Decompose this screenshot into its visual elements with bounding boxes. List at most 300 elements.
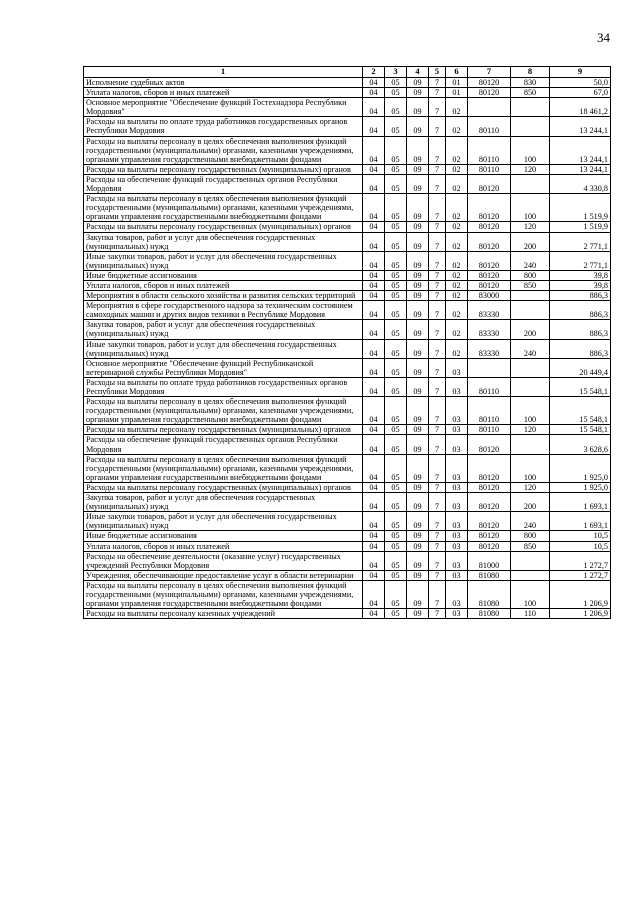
program-code: 09: [407, 339, 429, 358]
program-code: 09: [407, 164, 429, 174]
subprogram-code: 7: [429, 222, 446, 232]
section-code: 04: [363, 358, 385, 377]
expense-type-code: 100: [511, 194, 550, 222]
event-code: 03: [446, 482, 468, 492]
column-header: 8: [511, 67, 550, 78]
row-name: Расходы на выплаты персоналу государственных (муниципальных) органов: [84, 222, 363, 232]
row-name: Расходы на выплаты персоналу в целях обеспечения выполнения функций государственными (муниципальными) органами, казенными учреждениями, органами управления государственными внебюджетными фондами: [84, 136, 363, 164]
program-code: 09: [407, 320, 429, 339]
expense-type-code: 240: [511, 339, 550, 358]
section-code: 04: [363, 541, 385, 551]
program-code: 09: [407, 270, 429, 280]
amount: 886,3: [550, 301, 611, 320]
subsection-code: 05: [385, 320, 407, 339]
subprogram-code: 7: [429, 98, 446, 117]
event-code: 02: [446, 222, 468, 232]
row-name: Иные закупки товаров, работ и услуг для обеспечения государственных (муниципальных) нужд: [84, 251, 363, 270]
expense-type-code: [511, 551, 550, 570]
row-name: Основное мероприятие "Обеспечение функций Республиканской ветеринарной службы Республики Мордовия": [84, 358, 363, 377]
program-code: 09: [407, 280, 429, 290]
table-row: [84, 551, 611, 570]
expense-type-code: [511, 435, 550, 454]
event-code: 03: [446, 541, 468, 551]
program-code: 09: [407, 493, 429, 512]
program-code: 09: [407, 580, 429, 608]
row-name: Основное мероприятие "Обеспечение функций Гостехнадзора Республики Мордовия": [84, 98, 363, 117]
event-code: 03: [446, 531, 468, 541]
amount: 1 925,0: [550, 482, 611, 492]
row-name: Закупка товаров, работ и услуг для обеспечения государственных (муниципальных) нужд: [84, 493, 363, 512]
row-name: Иные закупки товаров, работ и услуг для обеспечения государственных (муниципальных) нужд: [84, 339, 363, 358]
direction-code: 80120: [468, 280, 511, 290]
subsection-code: 05: [385, 117, 407, 136]
section-code: 04: [363, 339, 385, 358]
amount: 2 771,1: [550, 251, 611, 270]
section-code: 04: [363, 136, 385, 164]
subsection-code: 05: [385, 301, 407, 320]
direction-code: 80120: [468, 194, 511, 222]
table-row: [84, 512, 611, 531]
row-name: Расходы на выплаты персоналу в целях обеспечения выполнения функций государственными (муниципальными) органами, казенными учреждениями, органами управления государственными внебюджетными фондами: [84, 580, 363, 608]
direction-code: 81080: [468, 580, 511, 608]
table-row: [84, 609, 611, 619]
event-code: 03: [446, 435, 468, 454]
subprogram-code: 7: [429, 377, 446, 396]
amount: 1 693,1: [550, 493, 611, 512]
direction-code: 81080: [468, 609, 511, 619]
subsection-code: 05: [385, 270, 407, 280]
section-code: 04: [363, 78, 385, 88]
event-code: 02: [446, 280, 468, 290]
table-row: [84, 377, 611, 396]
amount: 1 272,7: [550, 570, 611, 580]
subprogram-code: 7: [429, 117, 446, 136]
event-code: 03: [446, 377, 468, 396]
program-code: 09: [407, 425, 429, 435]
direction-code: [468, 98, 511, 117]
expense-type-code: 850: [511, 541, 550, 551]
event-code: 02: [446, 98, 468, 117]
subprogram-code: 7: [429, 425, 446, 435]
row-name: Расходы на выплаты персоналу в целях обеспечения выполнения функций государственными (муниципальными) органами, казенными учреждениями, органами управления государственными внебюджетными фондами: [84, 194, 363, 222]
subprogram-code: 7: [429, 531, 446, 541]
amount: 13 244,1: [550, 164, 611, 174]
table-row: [84, 435, 611, 454]
amount: 1 693,1: [550, 512, 611, 531]
subprogram-code: 7: [429, 320, 446, 339]
direction-code: 80120: [468, 222, 511, 232]
row-name: Уплата налогов, сборов и иных платежей: [84, 88, 363, 98]
row-name: Расходы на обеспечение функций государственных органов Республики Мордовия: [84, 174, 363, 193]
expense-type-code: [511, 358, 550, 377]
subprogram-code: 7: [429, 482, 446, 492]
program-code: 09: [407, 609, 429, 619]
event-code: 03: [446, 454, 468, 482]
section-code: 04: [363, 194, 385, 222]
direction-code: 83330: [468, 301, 511, 320]
expense-type-code: 100: [511, 136, 550, 164]
expense-type-code: [511, 174, 550, 193]
section-code: 04: [363, 397, 385, 425]
row-name: Исполнение судебных актов: [84, 78, 363, 88]
direction-code: 83330: [468, 339, 511, 358]
section-code: 04: [363, 551, 385, 570]
subprogram-code: 7: [429, 270, 446, 280]
direction-code: 80120: [468, 270, 511, 280]
section-code: 04: [363, 174, 385, 193]
section-code: 04: [363, 531, 385, 541]
subsection-code: 05: [385, 493, 407, 512]
subprogram-code: 7: [429, 174, 446, 193]
amount: 18 461,2: [550, 98, 611, 117]
event-code: 01: [446, 78, 468, 88]
direction-code: 80110: [468, 136, 511, 164]
program-code: 09: [407, 88, 429, 98]
expense-type-code: 240: [511, 251, 550, 270]
section-code: 04: [363, 88, 385, 98]
expense-type-code: 800: [511, 531, 550, 541]
table-row: [84, 164, 611, 174]
row-name: Расходы на выплаты персоналу в целях обеспечения выполнения функций государственными (муниципальными) органами, казенными учреждениями, органами управления государственными внебюджетными фондами: [84, 397, 363, 425]
table-row: [84, 251, 611, 270]
subsection-code: 05: [385, 222, 407, 232]
amount: 4 330,8: [550, 174, 611, 193]
program-code: 09: [407, 222, 429, 232]
section-code: 04: [363, 232, 385, 251]
row-name: Расходы на обеспечение функций государственных органов Республики Мордовия: [84, 435, 363, 454]
direction-code: 80120: [468, 482, 511, 492]
subprogram-code: 7: [429, 301, 446, 320]
direction-code: 80120: [468, 232, 511, 251]
program-code: 09: [407, 136, 429, 164]
subprogram-code: 7: [429, 493, 446, 512]
table-row: [84, 194, 611, 222]
table-header-row: [84, 67, 611, 78]
column-header: 2: [363, 67, 385, 78]
expense-type-code: 830: [511, 78, 550, 88]
amount: 2 771,1: [550, 232, 611, 251]
table-row: [84, 136, 611, 164]
table-row: [84, 570, 611, 580]
section-code: 04: [363, 270, 385, 280]
expense-type-code: 120: [511, 482, 550, 492]
table-row: [84, 291, 611, 301]
table-row: [84, 454, 611, 482]
row-name: Закупка товаров, работ и услуг для обеспечения государственных (муниципальных) нужд: [84, 232, 363, 251]
direction-code: 81080: [468, 570, 511, 580]
section-code: 04: [363, 164, 385, 174]
section-code: 04: [363, 377, 385, 396]
program-code: 09: [407, 117, 429, 136]
program-code: 09: [407, 541, 429, 551]
table-row: [84, 280, 611, 290]
program-code: 09: [407, 358, 429, 377]
direction-code: 80120: [468, 493, 511, 512]
row-name: Расходы на выплаты персоналу государственных (муниципальных) органов: [84, 425, 363, 435]
amount: 1 925,0: [550, 454, 611, 482]
subsection-code: 05: [385, 78, 407, 88]
amount: 10,5: [550, 531, 611, 541]
amount: 1 206,9: [550, 580, 611, 608]
subsection-code: 05: [385, 251, 407, 270]
subsection-code: 05: [385, 454, 407, 482]
direction-code: 83330: [468, 320, 511, 339]
event-code: 02: [446, 232, 468, 251]
table-row: [84, 358, 611, 377]
budget-table: [83, 66, 611, 619]
program-code: 09: [407, 194, 429, 222]
amount: 10,5: [550, 541, 611, 551]
program-code: 09: [407, 251, 429, 270]
program-code: 09: [407, 512, 429, 531]
table-row: [84, 541, 611, 551]
section-code: 04: [363, 580, 385, 608]
event-code: 02: [446, 320, 468, 339]
amount: 3 628,6: [550, 435, 611, 454]
expense-type-code: 100: [511, 397, 550, 425]
program-code: 09: [407, 397, 429, 425]
table-row: [84, 397, 611, 425]
event-code: 03: [446, 580, 468, 608]
subprogram-code: 7: [429, 435, 446, 454]
event-code: 02: [446, 291, 468, 301]
section-code: 04: [363, 435, 385, 454]
section-code: 04: [363, 301, 385, 320]
table-row: [84, 98, 611, 117]
event-code: 03: [446, 493, 468, 512]
subsection-code: 05: [385, 609, 407, 619]
program-code: 09: [407, 301, 429, 320]
event-code: 03: [446, 551, 468, 570]
row-name: Учреждения, обеспечивающие предоставление услуг в области ветеринарии: [84, 570, 363, 580]
section-code: 04: [363, 512, 385, 531]
expense-type-code: [511, 377, 550, 396]
amount: 13 244,1: [550, 117, 611, 136]
column-header: 4: [407, 67, 429, 78]
event-code: 03: [446, 609, 468, 619]
column-header: 6: [446, 67, 468, 78]
program-code: 09: [407, 454, 429, 482]
amount: 39,8: [550, 270, 611, 280]
expense-type-code: 120: [511, 222, 550, 232]
expense-type-code: 110: [511, 609, 550, 619]
expense-type-code: 240: [511, 512, 550, 531]
program-code: 09: [407, 232, 429, 251]
event-code: 02: [446, 301, 468, 320]
table-row: [84, 425, 611, 435]
program-code: 09: [407, 531, 429, 541]
subsection-code: 05: [385, 280, 407, 290]
subsection-code: 05: [385, 339, 407, 358]
row-name: Уплата налогов, сборов и иных платежей: [84, 541, 363, 551]
amount: 1 272,7: [550, 551, 611, 570]
table-row: [84, 88, 611, 98]
subprogram-code: 7: [429, 609, 446, 619]
subsection-code: 05: [385, 194, 407, 222]
expense-type-code: 800: [511, 270, 550, 280]
direction-code: 80120: [468, 512, 511, 531]
amount: 39,8: [550, 280, 611, 290]
table-row: [84, 493, 611, 512]
event-code: 03: [446, 425, 468, 435]
event-code: 02: [446, 164, 468, 174]
event-code: 03: [446, 397, 468, 425]
event-code: 03: [446, 512, 468, 531]
expense-type-code: [511, 98, 550, 117]
expense-type-code: [511, 570, 550, 580]
expense-type-code: [511, 291, 550, 301]
event-code: 03: [446, 570, 468, 580]
expense-type-code: 850: [511, 88, 550, 98]
row-name: Расходы на выплаты персоналу государственных (муниципальных) органов: [84, 164, 363, 174]
amount: 50,0: [550, 78, 611, 88]
amount: 1 519,9: [550, 194, 611, 222]
row-name: Иные закупки товаров, работ и услуг для обеспечения государственных (муниципальных) нужд: [84, 512, 363, 531]
subprogram-code: 7: [429, 358, 446, 377]
direction-code: [468, 358, 511, 377]
program-code: 09: [407, 98, 429, 117]
amount: 15 548,1: [550, 425, 611, 435]
expense-type-code: 850: [511, 280, 550, 290]
amount: 886,3: [550, 339, 611, 358]
subprogram-code: 7: [429, 88, 446, 98]
expense-type-code: 120: [511, 425, 550, 435]
subprogram-code: 7: [429, 194, 446, 222]
direction-code: 80120: [468, 251, 511, 270]
subsection-code: 05: [385, 164, 407, 174]
expense-type-code: 100: [511, 454, 550, 482]
row-name: Иные бюджетные ассигнования: [84, 531, 363, 541]
amount: 1 206,9: [550, 609, 611, 619]
subprogram-code: 7: [429, 397, 446, 425]
section-code: 04: [363, 251, 385, 270]
event-code: 02: [446, 251, 468, 270]
subprogram-code: 7: [429, 339, 446, 358]
program-code: 09: [407, 291, 429, 301]
subsection-code: 05: [385, 232, 407, 251]
section-code: 04: [363, 454, 385, 482]
amount: 15 548,1: [550, 377, 611, 396]
row-name: Расходы на выплаты персоналу казенных учреждений: [84, 609, 363, 619]
event-code: 02: [446, 174, 468, 193]
subsection-code: 05: [385, 435, 407, 454]
section-code: 04: [363, 280, 385, 290]
subsection-code: 05: [385, 425, 407, 435]
section-code: 04: [363, 117, 385, 136]
row-name: Расходы на выплаты по оплате труда работников государственных органов Республики Мордовия: [84, 377, 363, 396]
subsection-code: 05: [385, 551, 407, 570]
column-header: 1: [84, 67, 363, 78]
subprogram-code: 7: [429, 78, 446, 88]
program-code: 09: [407, 551, 429, 570]
subsection-code: 05: [385, 174, 407, 193]
expense-type-code: 100: [511, 580, 550, 608]
event-code: 02: [446, 270, 468, 280]
amount: 67,0: [550, 88, 611, 98]
subsection-code: 05: [385, 136, 407, 164]
table-row: [84, 301, 611, 320]
program-code: 09: [407, 570, 429, 580]
direction-code: 81000: [468, 551, 511, 570]
expense-type-code: 120: [511, 164, 550, 174]
table-row: [84, 482, 611, 492]
subprogram-code: 7: [429, 232, 446, 251]
event-code: 02: [446, 339, 468, 358]
table-row: [84, 117, 611, 136]
direction-code: 80120: [468, 174, 511, 193]
page-number: 34: [597, 30, 610, 45]
direction-code: 80120: [468, 435, 511, 454]
subprogram-code: 7: [429, 541, 446, 551]
subprogram-code: 7: [429, 251, 446, 270]
subprogram-code: 7: [429, 164, 446, 174]
subsection-code: 05: [385, 512, 407, 531]
subprogram-code: 7: [429, 512, 446, 531]
direction-code: 80120: [468, 78, 511, 88]
expense-type-code: 200: [511, 493, 550, 512]
column-header: 9: [550, 67, 611, 78]
direction-code: 80110: [468, 397, 511, 425]
subprogram-code: 7: [429, 291, 446, 301]
row-name: Расходы на обеспечение деятельности (оказание услуг) государственных учреждений Республики Мордовия: [84, 551, 363, 570]
subsection-code: 05: [385, 397, 407, 425]
program-code: 09: [407, 482, 429, 492]
table-row: [84, 232, 611, 251]
event-code: 01: [446, 88, 468, 98]
direction-code: 80120: [468, 454, 511, 482]
direction-code: 80110: [468, 425, 511, 435]
column-header: 7: [468, 67, 511, 78]
subprogram-code: 7: [429, 580, 446, 608]
table-row: [84, 531, 611, 541]
column-header: 3: [385, 67, 407, 78]
event-code: 02: [446, 194, 468, 222]
subprogram-code: 7: [429, 551, 446, 570]
row-name: Иные бюджетные ассигнования: [84, 270, 363, 280]
event-code: 02: [446, 136, 468, 164]
amount: 1 519,9: [550, 222, 611, 232]
amount: 886,3: [550, 291, 611, 301]
section-code: 04: [363, 609, 385, 619]
direction-code: 80120: [468, 531, 511, 541]
row-name: Мероприятия в сфере государственного надзора за техническим состоянием самоходных машин и других видов техники в Республике Мордовия: [84, 301, 363, 320]
amount: 20 449,4: [550, 358, 611, 377]
subprogram-code: 7: [429, 454, 446, 482]
table-body: [84, 78, 611, 619]
row-name: Уплата налогов, сборов и иных платежей: [84, 280, 363, 290]
subprogram-code: 7: [429, 570, 446, 580]
table-row: [84, 78, 611, 88]
table-row: [84, 222, 611, 232]
table-row: [84, 174, 611, 193]
row-name: Закупка товаров, работ и услуг для обеспечения государственных (муниципальных) нужд: [84, 320, 363, 339]
table-row: [84, 580, 611, 608]
expense-type-code: 200: [511, 320, 550, 339]
row-name: Мероприятия в области сельского хозяйства и развития сельских территорий: [84, 291, 363, 301]
amount: 15 548,1: [550, 397, 611, 425]
subsection-code: 05: [385, 482, 407, 492]
direction-code: 80120: [468, 88, 511, 98]
event-code: 03: [446, 358, 468, 377]
subsection-code: 05: [385, 570, 407, 580]
column-header: 5: [429, 67, 446, 78]
expense-type-code: [511, 301, 550, 320]
direction-code: 83000: [468, 291, 511, 301]
subprogram-code: 7: [429, 136, 446, 164]
subsection-code: 05: [385, 98, 407, 117]
subsection-code: 05: [385, 531, 407, 541]
section-code: 04: [363, 222, 385, 232]
